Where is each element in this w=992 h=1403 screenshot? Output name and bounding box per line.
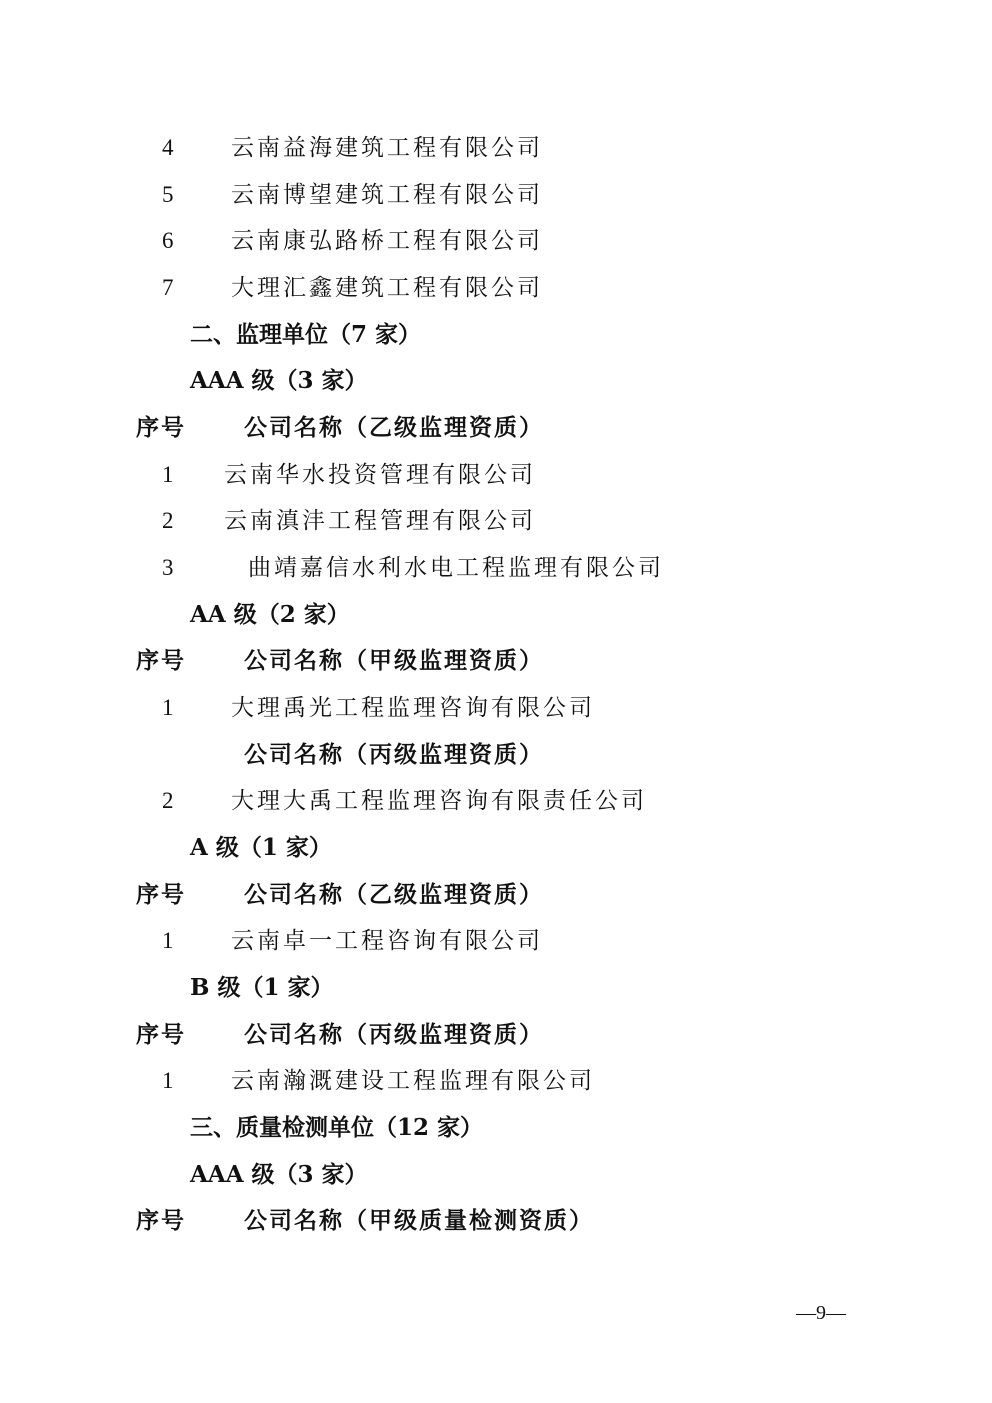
column-header-number: 序号 [136, 414, 186, 441]
row-number: 1 [162, 928, 174, 953]
row-number: 3 [162, 555, 174, 580]
row-number: 1 [162, 462, 174, 487]
row-number: 1 [162, 1068, 174, 1093]
column-header-number: 序号 [136, 647, 186, 674]
company-name: 云南瀚溉建设工程监理有限公司 [231, 1068, 595, 1094]
row-number: 5 [162, 182, 174, 207]
section-title: 二、监理单位（7 家） [190, 321, 422, 348]
column-header-name: 公司名称（乙级监理资质） [244, 881, 544, 908]
row-number: 6 [162, 228, 174, 253]
column-header-number: 序号 [136, 1207, 186, 1234]
company-name: 云南康弘路桥工程有限公司 [231, 228, 543, 254]
column-header-number: 序号 [136, 881, 186, 908]
company-name: 云南卓一工程咨询有限公司 [231, 928, 543, 954]
company-name: 云南益海建筑工程有限公司 [231, 135, 543, 161]
company-name: 云南博望建筑工程有限公司 [231, 182, 543, 208]
company-name: 大理大禹工程监理咨询有限责任公司 [231, 788, 647, 814]
column-header-name: 公司名称（甲级监理资质） [244, 647, 544, 674]
column-header-number: 序号 [136, 1021, 186, 1048]
grade-heading: A 级（1 家） [190, 834, 332, 861]
company-name: 云南滇沣工程管理有限公司 [224, 508, 536, 534]
row-number: 4 [162, 135, 174, 160]
row-number: 2 [162, 508, 174, 533]
row-number: 7 [162, 275, 174, 300]
grade-heading: AAA 级（3 家） [190, 1161, 368, 1188]
row-number: 1 [162, 695, 174, 720]
company-name: 大理禹光工程监理咨询有限公司 [231, 695, 595, 721]
company-name: 曲靖嘉信水利水电工程监理有限公司 [248, 555, 664, 581]
company-name: 云南华水投资管理有限公司 [224, 462, 536, 488]
column-header-name: 公司名称（甲级质量检测资质） [244, 1207, 594, 1234]
column-header-name: 公司名称（乙级监理资质） [244, 414, 544, 441]
grade-heading: AA 级（2 家） [190, 601, 350, 628]
column-header-name: 公司名称（丙级监理资质） [244, 1021, 544, 1048]
grade-heading: B 级（1 家） [190, 974, 334, 1001]
row-number: 2 [162, 788, 174, 813]
company-name: 大理汇鑫建筑工程有限公司 [231, 275, 543, 301]
section-title: 三、质量检测单位（12 家） [190, 1114, 484, 1141]
grade-heading: AAA 级（3 家） [190, 367, 368, 394]
page-number: —9— [796, 1302, 846, 1324]
column-header-name: 公司名称（丙级监理资质） [244, 741, 544, 768]
